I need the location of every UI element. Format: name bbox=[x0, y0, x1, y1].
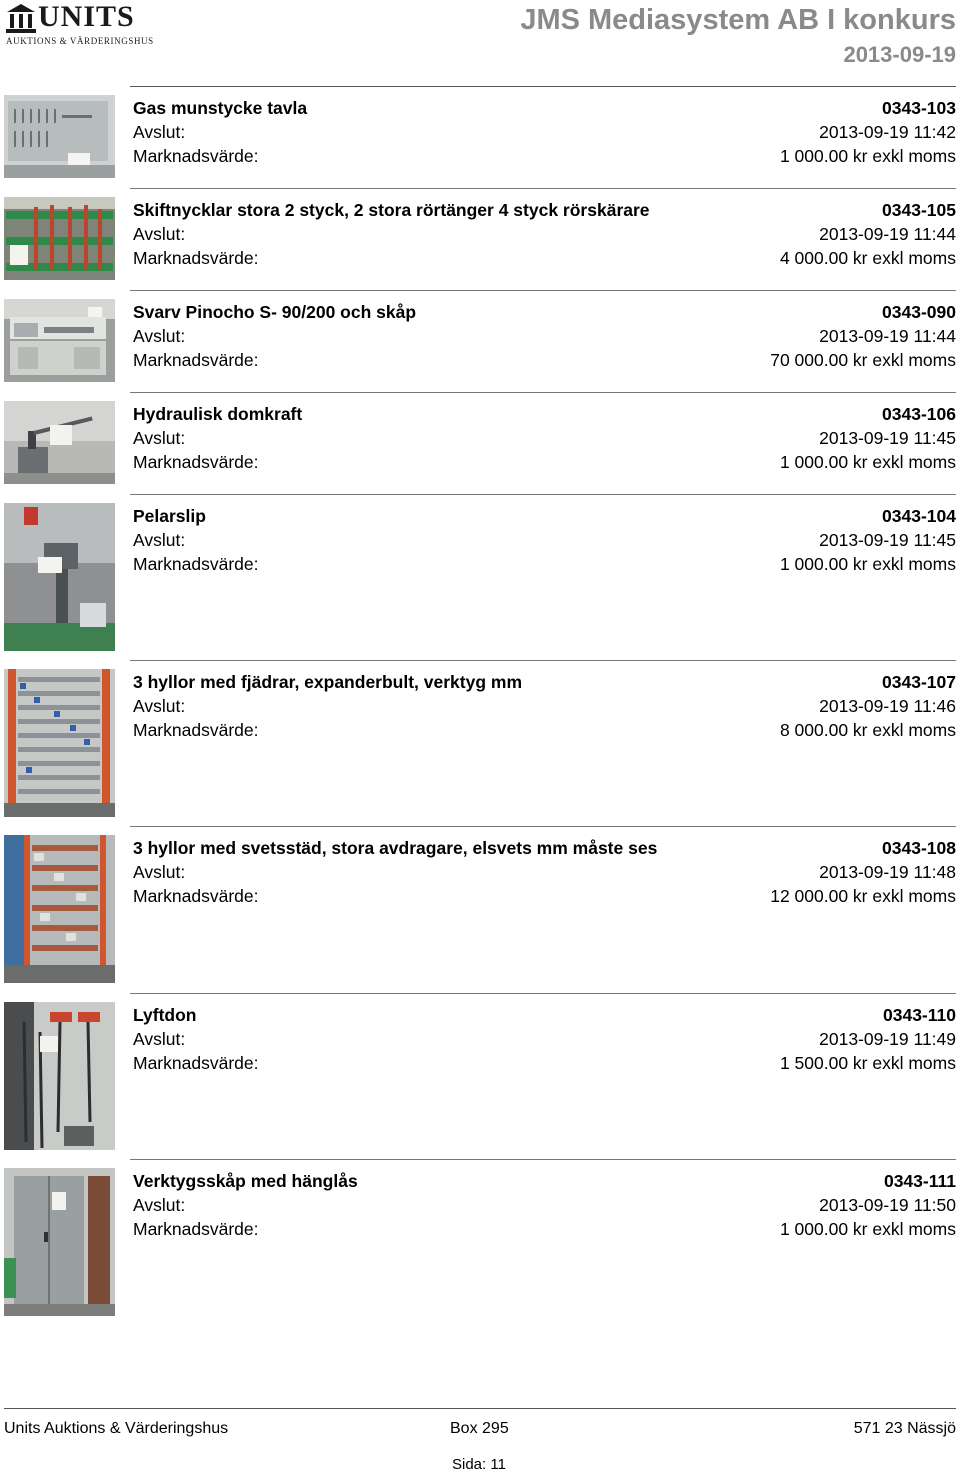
market-value: 1 000.00 kr exkl moms bbox=[779, 146, 956, 166]
end-label: Avslut: bbox=[133, 530, 186, 550]
market-value: 8 000.00 kr exkl moms bbox=[779, 720, 956, 740]
end-time: 2013-09-19 11:50 bbox=[819, 1195, 956, 1215]
lot-divider bbox=[130, 660, 956, 661]
lot-title: Svarv Pinocho S- 90/200 och skåp bbox=[133, 302, 417, 322]
market-value-label: Marknadsvärde: bbox=[133, 452, 259, 472]
lot-end-row bbox=[133, 861, 956, 883]
end-label: Avslut: bbox=[133, 122, 186, 142]
lot-title-row bbox=[133, 671, 956, 693]
market-value: 70 000.00 kr exkl moms bbox=[770, 350, 956, 370]
market-value-label: Marknadsvärde: bbox=[133, 248, 259, 268]
market-value: 1 000.00 kr exkl moms bbox=[779, 452, 956, 472]
lot-title-row bbox=[133, 837, 956, 859]
end-label: Avslut: bbox=[133, 862, 186, 882]
market-value: 12 000.00 kr exkl moms bbox=[770, 886, 956, 906]
lot-end-row bbox=[133, 529, 956, 551]
footer-company: Units Auktions & Värderingshus bbox=[4, 1420, 229, 1437]
lot-title: Gas munstycke tavla bbox=[133, 98, 308, 118]
lot-title: Pelarslip bbox=[133, 506, 206, 526]
lot-end-row bbox=[133, 695, 956, 717]
lot-divider bbox=[130, 188, 956, 189]
lot-divider bbox=[130, 494, 956, 495]
end-label: Avslut: bbox=[133, 1029, 186, 1049]
footer-box: Box 295 bbox=[450, 1420, 509, 1437]
lot-number: 0343-103 bbox=[882, 98, 956, 118]
lot-number: 0343-107 bbox=[882, 672, 956, 692]
market-value: 1 500.00 kr exkl moms bbox=[779, 1053, 956, 1073]
lot-title-row bbox=[133, 1170, 956, 1192]
lot-photo bbox=[4, 401, 115, 484]
lot-title: Hydraulisk domkraft bbox=[133, 404, 303, 424]
end-label: Avslut: bbox=[133, 696, 186, 716]
lot-title-row bbox=[133, 505, 956, 527]
header-date: 2013-09-19 bbox=[843, 42, 956, 67]
lot-divider bbox=[130, 826, 956, 827]
lot-divider bbox=[130, 392, 956, 393]
market-value-label: Marknadsvärde: bbox=[133, 146, 259, 166]
footer-divider bbox=[4, 1408, 956, 1409]
lot-number: 0343-110 bbox=[883, 1005, 956, 1025]
page-header bbox=[0, 0, 960, 86]
header-divider bbox=[130, 86, 956, 87]
lot-end-row bbox=[133, 427, 956, 449]
end-time: 2013-09-19 11:45 bbox=[819, 530, 956, 550]
market-value-label: Marknadsvärde: bbox=[133, 554, 259, 574]
lot-divider bbox=[130, 290, 956, 291]
logo-tagline: AUKTIONS & VÄRDERINGSHUS bbox=[6, 36, 154, 46]
end-time: 2013-09-19 11:42 bbox=[819, 122, 956, 142]
lot-photo bbox=[4, 95, 115, 178]
page-number: Sida: 11 bbox=[452, 1456, 506, 1473]
lot-title: 3 hyllor med fjädrar, expanderbult, verktyg mm bbox=[133, 672, 523, 692]
lot-number: 0343-111 bbox=[883, 1171, 956, 1191]
lot-photo bbox=[4, 835, 115, 983]
footer-address: 571 23 Nässjö bbox=[853, 1420, 956, 1437]
market-value-label: Marknadsvärde: bbox=[133, 720, 259, 740]
lot-value-row bbox=[133, 1052, 956, 1074]
market-value-label: Marknadsvärde: bbox=[133, 886, 259, 906]
lot-value-row bbox=[133, 349, 956, 371]
market-value: 4 000.00 kr exkl moms bbox=[779, 248, 956, 268]
lot-end-row bbox=[133, 325, 956, 347]
lot-value-row bbox=[133, 145, 956, 167]
lot-number: 0343-105 bbox=[882, 200, 956, 220]
lot-number: 0343-106 bbox=[882, 404, 956, 424]
lot-divider bbox=[130, 1159, 956, 1160]
end-label: Avslut: bbox=[133, 428, 186, 448]
lot-value-row bbox=[133, 885, 956, 907]
lot-title: Lyftdon bbox=[133, 1005, 197, 1025]
end-label: Avslut: bbox=[133, 326, 186, 346]
lot-title-row bbox=[133, 301, 956, 323]
market-value-label: Marknadsvärde: bbox=[133, 1219, 259, 1239]
end-time: 2013-09-19 11:45 bbox=[819, 428, 956, 448]
units-logo bbox=[4, 2, 164, 46]
end-time: 2013-09-19 11:48 bbox=[819, 862, 956, 882]
lot-title: Skiftnycklar stora 2 styck, 2 stora rörtänger 4 styck rörskärare bbox=[133, 200, 650, 220]
end-time: 2013-09-19 11:46 bbox=[819, 696, 956, 716]
lot-end-row bbox=[133, 1194, 956, 1216]
market-value-label: Marknadsvärde: bbox=[133, 350, 259, 370]
lot-number: 0343-108 bbox=[882, 838, 956, 858]
market-value: 1 000.00 kr exkl moms bbox=[779, 1219, 956, 1239]
lot-title: 3 hyllor med svetsstäd, stora avdragare, elsvets mm måste ses bbox=[133, 838, 658, 858]
lot-title: Verktygsskåp med hänglås bbox=[133, 1171, 358, 1191]
lot-number: 0343-090 bbox=[882, 302, 956, 322]
end-time: 2013-09-19 11:49 bbox=[819, 1029, 956, 1049]
lot-title-row bbox=[133, 403, 956, 425]
end-time: 2013-09-19 11:44 bbox=[819, 224, 956, 244]
market-value: 1 000.00 kr exkl moms bbox=[779, 554, 956, 574]
end-label: Avslut: bbox=[133, 1195, 186, 1215]
lot-end-row bbox=[133, 223, 956, 245]
lot-photo bbox=[4, 299, 115, 382]
lot-number: 0343-104 bbox=[882, 506, 956, 526]
lot-value-row bbox=[133, 553, 956, 575]
company-name: JMS Mediasystem AB I konkurs bbox=[520, 4, 956, 36]
lot-photo bbox=[4, 1002, 115, 1150]
lot-value-row bbox=[133, 451, 956, 473]
lot-value-row bbox=[133, 1218, 956, 1240]
end-time: 2013-09-19 11:44 bbox=[819, 326, 956, 346]
lot-title-row bbox=[133, 97, 956, 119]
lot-photo bbox=[4, 1168, 115, 1316]
lot-end-row bbox=[133, 1028, 956, 1050]
lot-title-row bbox=[133, 1004, 956, 1026]
lot-photo bbox=[4, 197, 115, 280]
lot-title-row bbox=[133, 199, 956, 221]
lot-divider bbox=[130, 993, 956, 994]
lot-value-row bbox=[133, 247, 956, 269]
lot-value-row bbox=[133, 719, 956, 741]
end-label: Avslut: bbox=[133, 224, 186, 244]
logo-wordmark: UNITS bbox=[38, 0, 135, 33]
market-value-label: Marknadsvärde: bbox=[133, 1053, 259, 1073]
lot-photo bbox=[4, 503, 115, 651]
lot-photo bbox=[4, 669, 115, 817]
lot-end-row bbox=[133, 121, 956, 143]
